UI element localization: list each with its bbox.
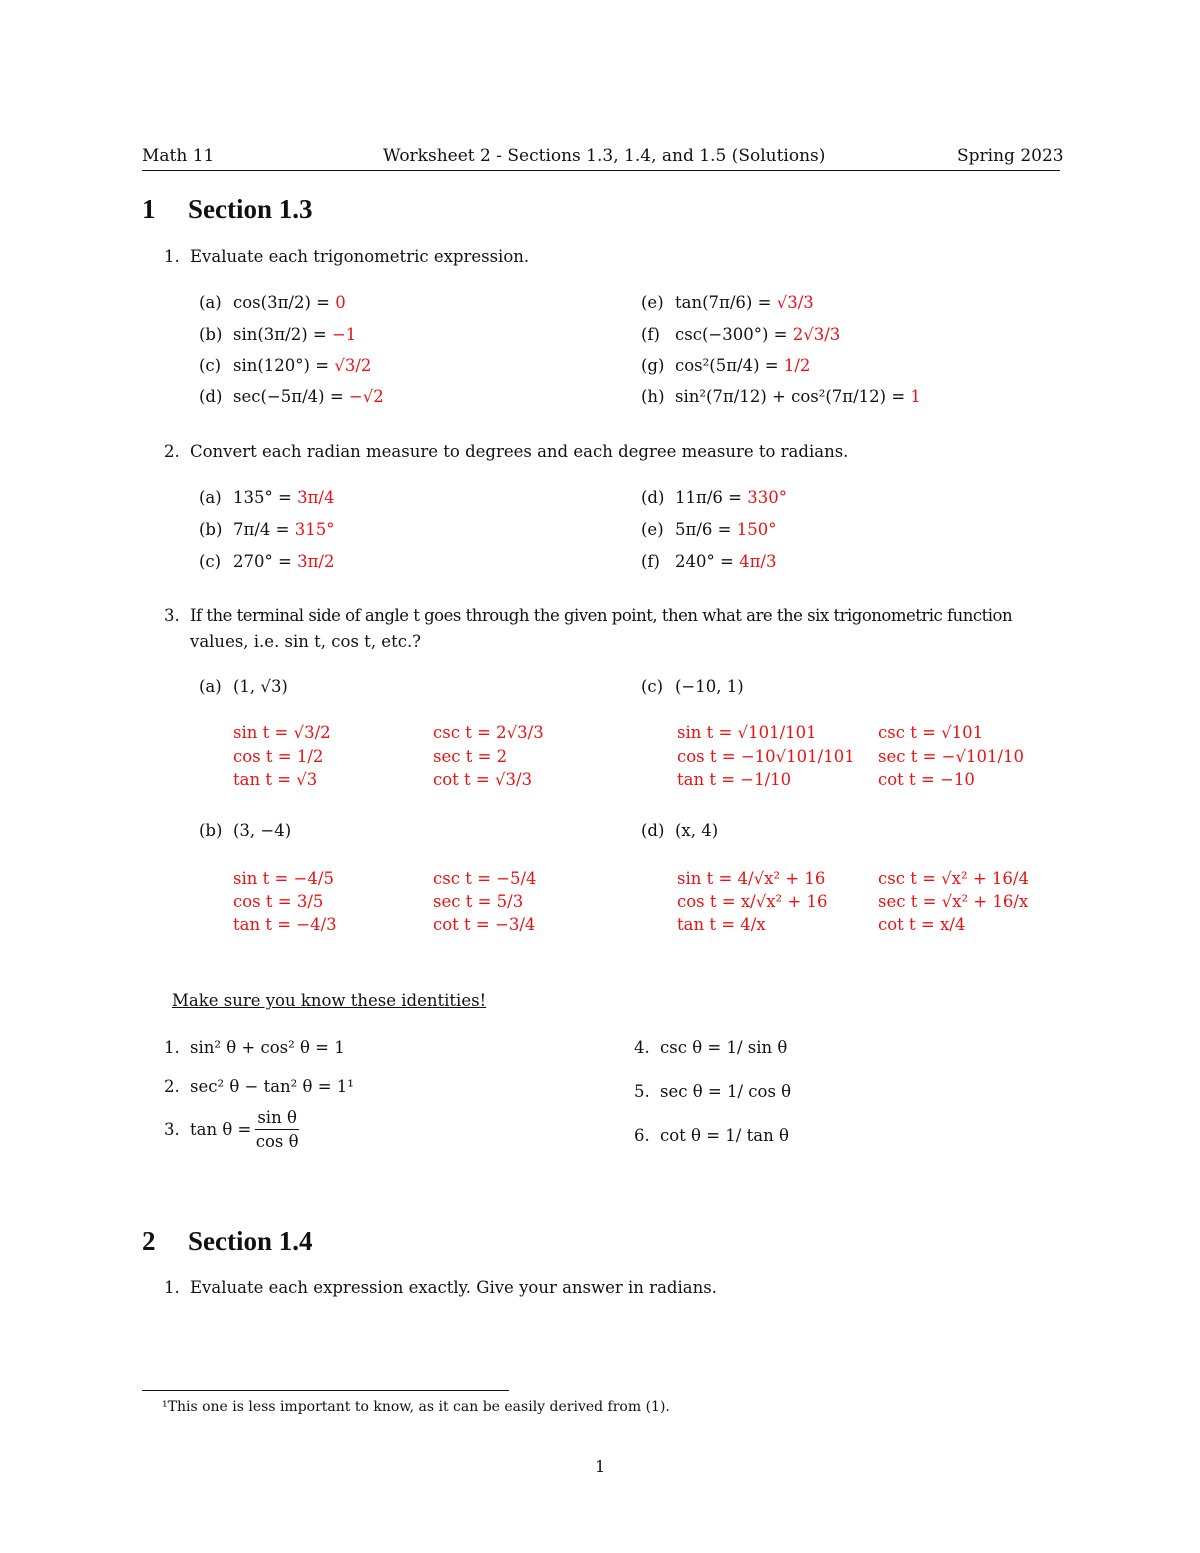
item-expression: 135° = <box>233 488 292 507</box>
q3d-sin: sin t = 4/√x² + 16 <box>677 869 826 888</box>
header-rule <box>142 170 1060 171</box>
item-label: (b) <box>199 520 223 539</box>
section-title: Section 1.3 <box>188 194 313 224</box>
identity-1 <box>164 1038 345 1057</box>
fraction-numerator: sin θ <box>255 1108 299 1130</box>
item-label: (g) <box>641 356 665 375</box>
q3-part-c-point <box>641 677 744 696</box>
q1-item-b <box>199 325 356 344</box>
q1-item-f <box>641 325 840 344</box>
item-answer: √3/3 <box>776 293 814 312</box>
item-label: (a) <box>199 488 222 507</box>
header-course: Math 11 <box>142 146 215 166</box>
item-label: (b) <box>199 325 223 344</box>
item-answer: √3/2 <box>334 356 372 375</box>
q1-item-e <box>641 293 814 312</box>
item-answer: −√2 <box>348 387 384 406</box>
question-2 <box>164 442 848 461</box>
item-label: (f) <box>641 552 660 571</box>
identity-text: sec θ = 1/ cos θ <box>660 1082 792 1101</box>
footnote-rule <box>142 1390 509 1391</box>
q3-part-d-point <box>641 821 718 840</box>
q2-item-f <box>641 552 776 571</box>
question-number: 1. <box>164 247 180 266</box>
q2-item-a <box>199 488 334 507</box>
header-title: Worksheet 2 - Sections 1.3, 1.4, and 1.5 (Solutions) <box>383 146 826 166</box>
item-label: (a) <box>199 677 222 696</box>
q2-item-b <box>199 520 334 539</box>
q3c-cos: cos t = −10√101/101 <box>677 747 855 766</box>
question-number: 1. <box>164 1278 180 1297</box>
q3c-tan: tan t = −1/10 <box>677 770 792 789</box>
question-number: 3. <box>164 606 180 625</box>
identity-number: 5. <box>634 1082 650 1101</box>
question-3-line2: values, i.e. sin t, cos t, etc.? <box>190 632 422 651</box>
q3d-csc: csc t = √x² + 16/4 <box>878 869 1029 888</box>
item-expression: 270° = <box>233 552 292 571</box>
point: (x, 4) <box>675 821 719 840</box>
identities-heading: Make sure you know these identities! <box>172 991 487 1010</box>
item-label: (c) <box>641 677 664 696</box>
item-expression: cos²(5π/4) = <box>675 356 779 375</box>
question-number: 2. <box>164 442 180 461</box>
item-label: (e) <box>641 293 664 312</box>
q3b-cos: cos t = 3/5 <box>233 892 324 911</box>
item-answer: 3π/2 <box>297 552 335 571</box>
item-answer: 330° <box>747 488 787 507</box>
identity-lhs: tan θ = <box>190 1120 252 1139</box>
item-answer: 1/2 <box>783 356 811 375</box>
item-expression: 7π/4 = <box>233 520 290 539</box>
q3c-sin: sin t = √101/101 <box>677 723 817 742</box>
section-number: 1 <box>142 194 156 224</box>
identity-4 <box>634 1038 787 1057</box>
q2-item-e <box>641 520 776 539</box>
item-label: (c) <box>199 356 222 375</box>
q3a-cos: cos t = 1/2 <box>233 747 324 766</box>
item-label: (e) <box>641 520 664 539</box>
item-answer: 315° <box>294 520 335 539</box>
item-label: (d) <box>641 821 665 840</box>
identity-text: sin² θ + cos² θ = 1 <box>190 1038 345 1057</box>
question-3 <box>164 606 1012 625</box>
q3a-tan: tan t = √3 <box>233 770 318 789</box>
page-number: 1 <box>595 1457 606 1476</box>
item-answer: 0 <box>335 293 346 312</box>
point: (3, −4) <box>233 821 292 840</box>
identity-text: sec² θ − tan² θ = 1¹ <box>190 1077 354 1096</box>
identity-5 <box>634 1082 791 1101</box>
identity-number: 6. <box>634 1126 650 1145</box>
item-answer: 2√3/3 <box>792 325 841 344</box>
section-number: 2 <box>142 1226 156 1256</box>
identity-text: cot θ = 1/ tan θ <box>660 1126 789 1145</box>
point: (1, √3) <box>233 677 288 696</box>
item-answer: 150° <box>736 520 777 539</box>
item-expression: sin(3π/2) = <box>233 325 327 344</box>
q3b-sec: sec t = 5/3 <box>433 892 524 911</box>
question-text-line1: If the terminal side of angle t goes through the given point, then what are the six trigonometric function <box>190 606 1013 625</box>
item-label: (d) <box>199 387 223 406</box>
item-label: (c) <box>199 552 222 571</box>
section-1-heading <box>142 194 313 225</box>
section-2-question-1 <box>164 1278 717 1297</box>
question-1 <box>164 247 529 266</box>
point: (−10, 1) <box>675 677 744 696</box>
item-expression: 5π/6 = <box>675 520 732 539</box>
q3d-cos: cos t = x/√x² + 16 <box>677 892 828 911</box>
header-term: Spring 2023 <box>957 146 1064 166</box>
identity-6 <box>634 1126 789 1145</box>
q3a-sec: sec t = 2 <box>433 747 508 766</box>
fraction-denominator: cos θ <box>255 1132 299 1151</box>
item-answer: 1 <box>910 387 921 406</box>
question-text: Evaluate each trigonometric expression. <box>190 247 530 266</box>
identity-number: 4. <box>634 1038 650 1057</box>
identity-number: 3. <box>164 1120 180 1139</box>
footnote: ¹This one is less important to know, as it can be easily derived from (1). <box>162 1399 670 1415</box>
item-answer: −1 <box>331 325 357 344</box>
item-label: (h) <box>641 387 665 406</box>
item-label: (f) <box>641 325 660 344</box>
question-text: Convert each radian measure to degrees and each degree measure to radians. <box>190 442 849 461</box>
q3b-sin: sin t = −4/5 <box>233 869 334 888</box>
identity-text: csc θ = 1/ sin θ <box>660 1038 788 1057</box>
q1-item-h <box>641 387 921 406</box>
q2-item-d <box>641 488 787 507</box>
item-expression: csc(−300°) = <box>675 325 788 344</box>
item-expression: 240° = <box>675 552 734 571</box>
item-expression: cos(3π/2) = <box>233 293 330 312</box>
item-expression: sin²(7π/12) + cos²(7π/12) = <box>675 387 906 406</box>
q3b-csc: csc t = −5/4 <box>433 869 537 888</box>
item-expression: tan(7π/6) = <box>675 293 772 312</box>
item-label: (a) <box>199 293 222 312</box>
q3d-tan: tan t = 4/x <box>677 915 766 934</box>
q3b-tan: tan t = −4/3 <box>233 915 337 934</box>
identity-2 <box>164 1077 354 1096</box>
q3c-cot: cot t = −10 <box>878 770 975 789</box>
fraction <box>255 1108 299 1151</box>
question-text: Evaluate each expression exactly. Give your answer in radians. <box>190 1278 717 1297</box>
item-expression: sec(−5π/4) = <box>233 387 344 406</box>
q3d-cot: cot t = x/4 <box>878 915 966 934</box>
q1-item-a <box>199 293 346 312</box>
section-title: Section 1.4 <box>188 1226 313 1256</box>
section-2-heading <box>142 1226 313 1257</box>
q3d-sec: sec t = √x² + 16/x <box>878 892 1029 911</box>
q3-part-a-point <box>199 677 288 696</box>
q3a-sin: sin t = √3/2 <box>233 723 331 742</box>
item-answer: 4π/3 <box>739 552 777 571</box>
q1-item-d <box>199 387 384 406</box>
q1-item-c <box>199 356 371 375</box>
item-expression: 11π/6 = <box>675 488 742 507</box>
item-label: (b) <box>199 821 223 840</box>
identity-number: 2. <box>164 1077 180 1096</box>
item-expression: sin(120°) = <box>233 356 330 375</box>
q1-item-g <box>641 356 810 375</box>
q3c-csc: csc t = √101 <box>878 723 984 742</box>
q3a-csc: csc t = 2√3/3 <box>433 723 544 742</box>
q3a-cot: cot t = √3/3 <box>433 770 533 789</box>
q2-item-c <box>199 552 334 571</box>
q3c-sec: sec t = −√101/10 <box>878 747 1025 766</box>
q3-part-b-point <box>199 821 291 840</box>
identity-3 <box>164 1108 299 1151</box>
q3b-cot: cot t = −3/4 <box>433 915 536 934</box>
item-label: (d) <box>641 488 665 507</box>
identity-number: 1. <box>164 1038 180 1057</box>
item-answer: 3π/4 <box>297 488 335 507</box>
